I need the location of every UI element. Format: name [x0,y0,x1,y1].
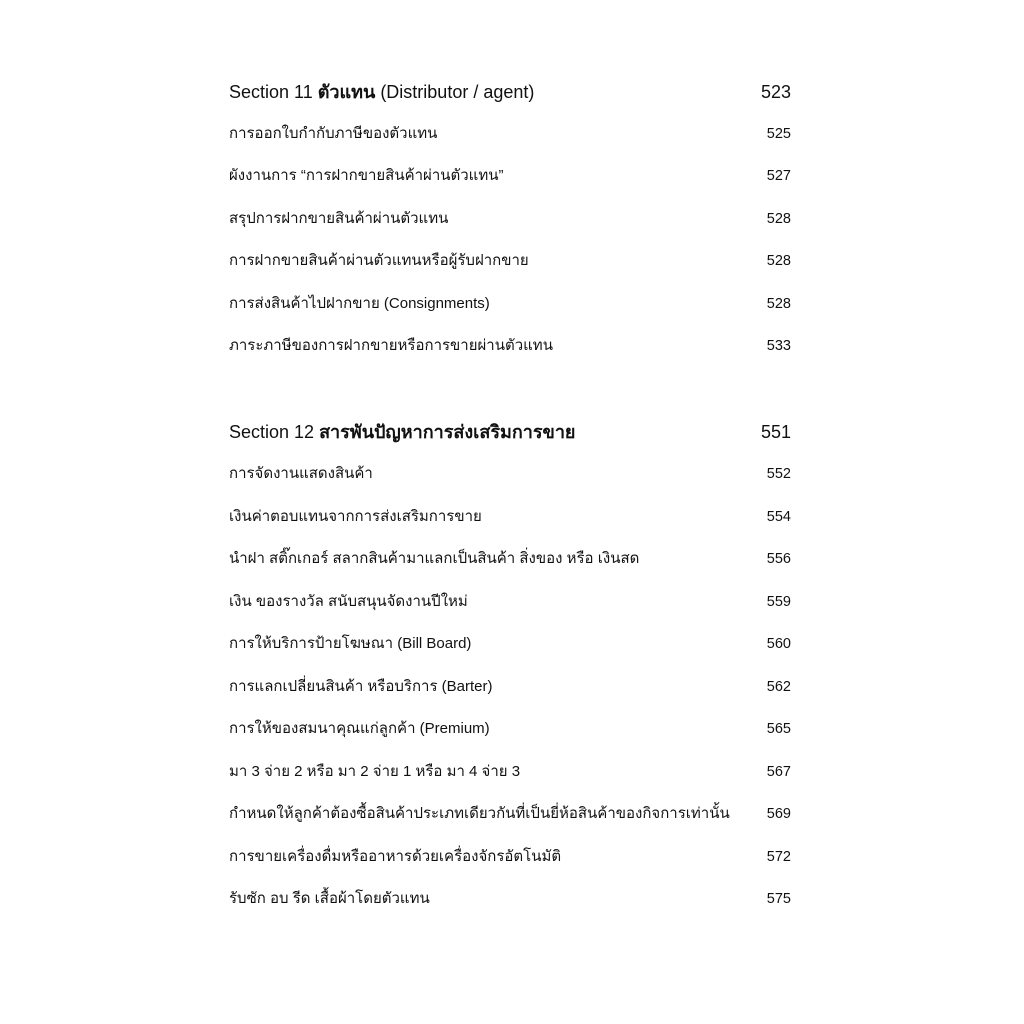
entry-page-number: 533 [766,338,791,354]
toc-entry [229,333,791,357]
toc-entry [229,759,791,783]
entry-title: รับซัก อบ รีด เสื้อผ้าโดยตัวแทน [229,890,430,907]
toc-entry [229,504,791,528]
toc-entry [229,291,791,315]
entry-page-number: 528 [766,211,791,227]
entry-page-number: 575 [766,891,791,907]
toc-entry [229,121,791,145]
entry-title: มา 3 จ่าย 2 หรือ มา 2 จ่าย 1 หรือ มา 4 จ่าย 3 [229,763,521,780]
entry-title: การจัดงานแสดงสินค้า [229,465,373,482]
entry-title: นำฝา สติ๊กเกอร์ สลากสินค้ามาแลกเป็นสินค้า สิ่งของ หรือ เงินสด [229,550,640,567]
section-title-english: (Distributor / agent) [375,82,535,102]
entry-page-number: 527 [766,168,791,184]
entry-page-number: 554 [766,509,791,525]
entry-page-number: 528 [766,253,791,269]
entry-title: การส่งสินค้าไปฝากขาย (Consignments) [229,295,490,312]
entry-title: การฝากขายสินค้าผ่านตัวแทนหรือผู้รับฝากขาย [229,252,529,269]
toc-entry [229,844,791,868]
entry-page-number: 562 [766,679,791,695]
toc-entry [229,589,791,613]
toc-entry [229,631,791,655]
section-page-number: 551 [760,422,791,442]
toc-entry [229,206,791,230]
toc-entry [229,886,791,910]
entry-title: การให้บริการป้ายโฆษณา (Bill Board) [229,635,472,652]
toc-entry [229,716,791,740]
entry-title: การขายเครื่องดื่มหรืออาหารด้วยเครื่องจักรอัตโนมัติ [229,848,562,865]
entry-page-number: 559 [766,594,791,610]
toc-entry [229,163,791,187]
entry-title: สรุปการฝากขายสินค้าผ่านตัวแทน [229,210,449,227]
entry-page-number: 528 [766,296,791,312]
section-page-number: 523 [760,82,791,102]
section-title-thai: สารพันปัญหาการส่งเสริมการขาย [319,422,576,442]
entry-title: ภาระภาษีของการฝากขายหรือการขายผ่านตัวแทน [229,337,553,354]
entry-title: การออกใบกำกับภาษีของตัวแทน [229,125,438,142]
section-heading-12 [229,417,791,446]
section-heading-11 [229,77,791,106]
entry-title: กำหนดให้ลูกค้าต้องซื้อสินค้าประเภทเดียวกันที่เป็นยี่ห้อสินค้าของกิจการเท่านั้น [229,805,730,822]
entry-page-number: 567 [766,764,791,780]
entry-page-number: 560 [766,636,791,652]
entry-title: เงินค่าตอบแทนจากการส่งเสริมการขาย [229,508,482,525]
toc-entry [229,248,791,272]
toc-entry [229,546,791,570]
entry-page-number: 569 [766,806,791,822]
section-title [229,417,575,446]
section-number: Section 12 [229,422,320,442]
entry-page-number: 556 [766,551,791,567]
toc-entry [229,674,791,698]
entry-title: ผังงานการ “การฝากขายสินค้าผ่านตัวแทน” [229,167,504,184]
entry-title: การแลกเปลี่ยนสินค้า หรือบริการ (Barter) [229,678,493,695]
section-title-thai: ตัวแทน [317,82,376,102]
toc-entry [229,461,791,485]
section-title [229,77,534,106]
section-number: Section 11 [229,82,318,102]
entry-page-number: 572 [766,849,791,865]
entry-page-number: 525 [766,126,791,142]
entry-page-number: 552 [766,466,791,482]
entry-title: การให้ของสมนาคุณแก่ลูกค้า (Premium) [229,720,490,737]
entry-page-number: 565 [766,721,791,737]
entry-title: เงิน ของรางวัล สนับสนุนจัดงานปีใหม่ [229,593,468,610]
toc-entry [229,801,791,825]
